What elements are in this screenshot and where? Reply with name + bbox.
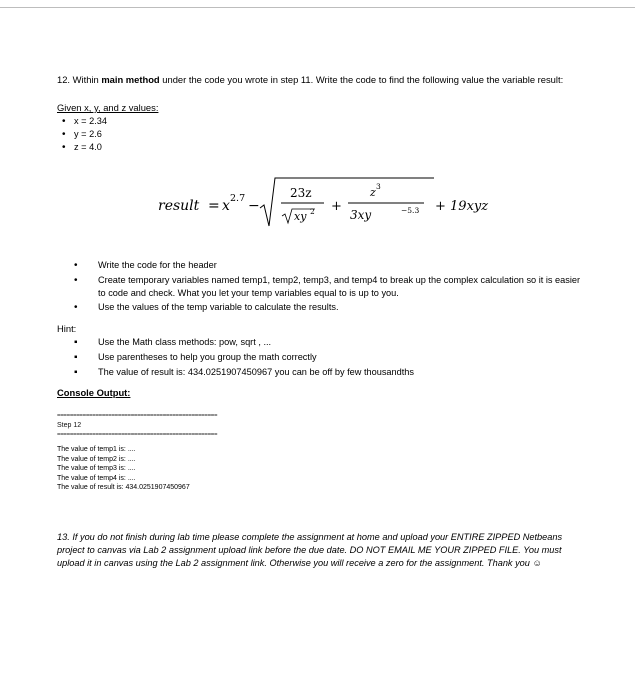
console-title: Console Output:: [57, 387, 131, 398]
list-item: [86, 274, 586, 299]
formula-exp: 2.7: [230, 193, 246, 204]
formula-num1: 23z: [290, 186, 312, 200]
hint-text: The value of result is: 434.0251907450967 you can be off by few thousandths: [98, 367, 415, 377]
formula-base: x: [222, 198, 230, 214]
console-line: The value of result is: 434.0251907450967: [57, 484, 190, 491]
value-x: x = 2.34: [74, 116, 107, 126]
instructions-list: [86, 259, 586, 316]
value-z: z = 4.0: [74, 142, 102, 152]
formula-den2: 3xy: [350, 208, 372, 222]
question-13: 13. If you do not finish during lab time please complete the assignment at home and upload your ENTIRE ZIPPED Netbeans project to canvas via Lab 2 assignment upload link before the due date. DO NOT EMAIL ME YOUR ZIPPED FILE. You must upload it in canvas using the Lab 2 assignment link. Otherwise you will receive a zero for the assignment. Thank you ☺: [57, 532, 563, 568]
hint-text: Use parentheses to help you group the math correctly: [98, 352, 317, 362]
given-heading: Given x, y, and z values:: [57, 102, 159, 113]
formula-den2-exp: −5.3: [401, 206, 420, 215]
formula-lhs: result: [158, 198, 200, 214]
console-separator: ==================================================: [57, 413, 218, 419]
question-bold-text: main method: [101, 74, 160, 85]
formula-num2: z: [370, 186, 376, 199]
console-step: Step 12: [57, 422, 82, 429]
list-item: [86, 366, 414, 379]
formula-den1-exp: 2: [310, 207, 315, 216]
list-item: [62, 141, 107, 154]
formula-equals: =: [208, 198, 220, 214]
console-line: The value of temp2 is: ....: [57, 455, 136, 463]
question-12: [57, 74, 563, 85]
given-values-list: [62, 115, 107, 154]
instruction-text: Write the code for the header: [98, 260, 217, 270]
list-item: [62, 128, 107, 141]
formula-tail: + 19xyz: [435, 199, 489, 214]
list-item: [62, 115, 107, 128]
question-text-part: Within: [72, 74, 102, 85]
console-output: [57, 445, 190, 493]
list-item: [86, 336, 414, 349]
hint-list: [86, 336, 414, 381]
formula-num2-exp: 3: [376, 182, 381, 191]
formula-plus: +: [331, 199, 342, 214]
formula: [150, 172, 500, 232]
question-text-part: under the code you wrote in step 11. Write the code to find the following value the variable result:: [159, 74, 564, 85]
question-number: 12.: [57, 74, 71, 85]
list-item: [86, 259, 586, 272]
list-item: [86, 351, 414, 364]
console-line: The value of temp1 is: ....: [57, 446, 136, 453]
console-separator: ==================================================: [57, 432, 218, 438]
instruction-text: Use the values of the temp variable to calculate the results.: [98, 302, 339, 312]
console-line: The value of temp3 is: ....: [57, 465, 136, 472]
sqrt-icon: [260, 178, 434, 226]
list-item: [86, 301, 586, 314]
value-y: y = 2.6: [74, 129, 102, 139]
formula-den1: xy: [294, 210, 307, 223]
instruction-text: Create temporary variables named temp1, temp2, temp3, and temp4 to break up the complex calculation so it is easier to code and check. What you let your temp variables equal to is up to you.: [98, 275, 581, 298]
console-line: The value of temp4 is: ....: [57, 474, 136, 482]
hint-label: Hint:: [57, 323, 77, 334]
formula-minus: −: [248, 198, 260, 214]
hint-text: Use the Math class methods: pow, sqrt , ...: [98, 337, 272, 347]
